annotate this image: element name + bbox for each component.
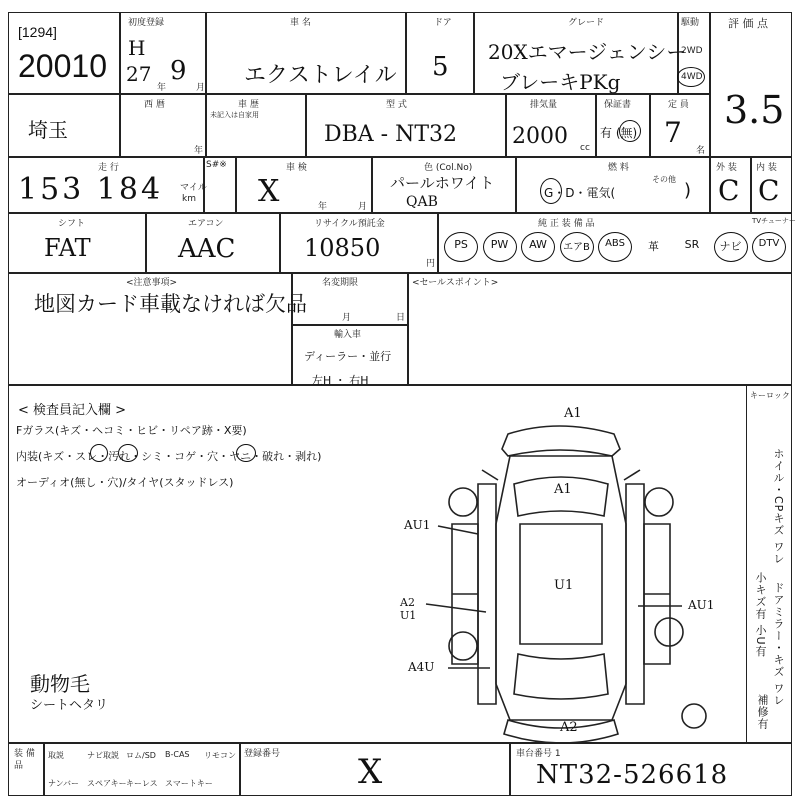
bottom-item: ナビ取説 — [87, 751, 119, 760]
sales-point-label: <セールスポイント> — [412, 278, 499, 288]
equipment-item: PW — [490, 238, 509, 251]
front-bumper-outline — [502, 426, 620, 456]
inspection-label: 車 検 — [286, 163, 307, 173]
persons-unit: 名 — [696, 146, 706, 156]
bottom-item: リモコン — [204, 751, 236, 760]
grade-line2: ブレーキPKg — [500, 70, 621, 94]
side-note-wheel: ホイル・CPキズ ワレ — [772, 448, 785, 565]
damage-rear-bumper: A2 — [560, 720, 578, 735]
right-mirror — [624, 470, 640, 480]
bottom-item: キーレス — [126, 779, 158, 788]
equipment-circle — [521, 232, 555, 262]
doors-label: ドア — [434, 18, 452, 28]
doors-value: 5 — [432, 52, 449, 82]
aircon-label: エアコン — [188, 219, 224, 229]
exterior-value: C — [718, 174, 740, 207]
frame-number-label: 車台番号 1 — [516, 749, 561, 759]
fuel-close: ) — [684, 180, 692, 201]
import-label: 輸入車 — [334, 330, 362, 340]
bottom-item: ロム/SD — [126, 751, 156, 760]
drive-label: 駆動 — [681, 18, 700, 28]
yen-unit: 円 — [426, 259, 436, 269]
inspection-value: X — [258, 174, 280, 209]
model-value: DBA - NT32 — [324, 122, 458, 147]
bottom-item: ナンバー — [48, 779, 80, 788]
interior-label: 内 装 — [756, 163, 777, 173]
inspector-line-glass: Fガラス(キズ・ヘコミ・ヒビ・リペア跡・X要) — [16, 424, 247, 437]
km-unit: km — [182, 194, 196, 204]
lot-number: [1294] — [18, 24, 57, 40]
keylock-label: キーロック — [750, 391, 790, 400]
damage-left-fender: AU1 — [404, 518, 431, 532]
equipment-item: ABS — [605, 238, 625, 249]
model-label: 型 式 — [386, 100, 407, 110]
handwritten-note-1: 動物毛 — [30, 672, 90, 696]
inspection-month-unit: 月 — [358, 202, 368, 212]
recycle-value: 10850 — [304, 234, 381, 262]
color-code: QAB — [406, 194, 438, 210]
warranty-label: 保証書 — [604, 100, 632, 110]
leader-left-au1 — [438, 526, 478, 534]
era-label: 西 暦 — [144, 100, 165, 110]
fuel-other: その他 — [652, 175, 676, 184]
side-note-mirror: ドアミラー・キズ ワレ — [772, 582, 785, 707]
name-deadline-label: 名変期限 — [322, 278, 359, 288]
equipment-item: AW — [529, 238, 547, 251]
inspector-line-interior: 内装(キズ・スレ・汚れ・シミ・コゲ・穴・ヤニ・破れ・剥れ) — [16, 450, 322, 463]
equipment-item: エアB — [563, 242, 590, 253]
mile-unit: マイル — [180, 183, 207, 193]
notes-text: 地図カード車載なければ欠品 — [34, 292, 307, 316]
deadline-month: 月 — [342, 313, 352, 323]
equipment-item: ナビ — [719, 240, 742, 253]
warranty-value: 有 (無) — [600, 126, 638, 140]
auction-number: 20010 — [18, 48, 107, 84]
prefecture-value: 埼玉 — [28, 118, 68, 142]
notes-label: <注意事項> — [126, 278, 178, 288]
wheel-front-right — [645, 488, 673, 516]
history-label: 車 歴 — [238, 100, 259, 110]
leader-left-a2 — [426, 604, 486, 612]
grade-line1: 20Xエマージェンシー — [488, 40, 687, 64]
side-note-small: 小キズ有 小U有 — [754, 572, 767, 658]
interior-value: C — [758, 174, 780, 207]
frame-number-value: NT32-526618 — [536, 760, 729, 790]
deadline-day: 日 — [396, 313, 406, 323]
bottom-item: 取説 — [48, 751, 64, 760]
wheel-rear-left — [449, 632, 477, 660]
history-note: 未記入は自家用 — [210, 111, 259, 119]
drive-2wd: 2WD — [681, 46, 703, 56]
exterior-label: 外 装 — [716, 163, 737, 173]
handwritten-note-2: シートヘタリ — [30, 698, 109, 713]
color-label: 色 (Col.No) — [424, 163, 473, 173]
era-year-unit: 年 — [194, 146, 204, 156]
grade-label: グレード — [568, 18, 605, 28]
equipment-item: DTV — [758, 238, 780, 249]
car-name-value: エクストレイル — [244, 63, 397, 88]
equipment-circle — [444, 232, 478, 262]
damage-front-bumper: A1 — [564, 406, 582, 421]
bottom-item: スペアキー — [87, 779, 127, 788]
score-label: 評 価 点 — [728, 17, 768, 30]
import-dealer: ディーラー・並行 — [304, 350, 392, 363]
mileage-value: 153 184 — [18, 172, 164, 207]
equipment-circle — [752, 232, 786, 262]
fuel-label: 燃 料 — [608, 163, 629, 173]
equipment-circle — [714, 232, 748, 262]
rear-window-outline — [514, 654, 608, 699]
bottom-item: B-CAS — [165, 750, 190, 759]
equipment-item: 革 — [648, 240, 659, 253]
auction-sheet — [8, 4, 796, 796]
reg-number-label: 登録番号 — [244, 749, 281, 759]
equipment-item: PS — [454, 238, 468, 251]
damage-hood: A1 — [554, 482, 572, 497]
equipment-circle — [598, 232, 632, 262]
color-name: パールホワイト — [390, 174, 495, 192]
equipment-circle — [560, 232, 594, 262]
capacity-label: 定 員 — [668, 100, 689, 110]
drive-4wd: 4WD — [681, 72, 703, 82]
equipment-circle — [483, 232, 517, 262]
right-side-outline — [626, 484, 644, 704]
side-note-repair: 補修有 — [756, 694, 769, 730]
bottom-item: スマートキー — [165, 779, 213, 788]
displacement-label: 排気量 — [530, 100, 558, 110]
car-diagram — [8, 4, 792, 796]
shift-value: FAT — [44, 234, 91, 262]
meter-label: S#※ — [206, 160, 227, 170]
shift-label: シフト — [58, 219, 86, 229]
car-name-label: 車 名 — [290, 18, 311, 28]
wheel-rear-right — [655, 618, 683, 646]
equipment-item: SR — [684, 238, 700, 251]
month-value: 9 — [170, 56, 187, 86]
equipment-label: 純 正 装 備 品 — [538, 219, 595, 229]
import-steering: 左H ・ 右H — [312, 374, 369, 387]
wheel-front-left — [449, 488, 477, 516]
first-reg-label: 初度登録 — [128, 18, 165, 28]
displacement-value: 2000 — [512, 124, 568, 149]
bottom-equipment-label: 装 備 品 — [14, 749, 35, 771]
year-value: 27 — [126, 62, 152, 86]
inspector-label: < 検査員記入欄 > — [18, 403, 127, 418]
capacity-value: 7 — [664, 116, 682, 149]
era-value: H — [128, 36, 146, 60]
year-unit: 年 — [157, 83, 167, 93]
aircon-value: AAC — [178, 234, 236, 264]
cc-unit: cc — [580, 143, 590, 153]
inspection-year-unit: 年 — [318, 202, 328, 212]
fuel-options: G・D・電気( — [544, 186, 616, 200]
damage-left-door: A2 U1 — [400, 596, 417, 622]
left-mirror — [482, 470, 498, 480]
left-side-outline — [478, 484, 496, 704]
mileage-label: 走 行 — [98, 163, 119, 173]
recycle-label: リサイクル預託金 — [314, 219, 385, 229]
damage-roof: U1 — [554, 578, 574, 593]
score-value: 3.5 — [724, 88, 785, 132]
inspector-line-audio: オーディオ(無し・穴)/タイヤ(スタッドレス) — [16, 476, 234, 489]
damage-right-door: AU1 — [688, 598, 715, 612]
spare-wheel — [682, 704, 706, 728]
tv-tuner-label: TVチューナー — [752, 217, 796, 225]
reg-number-value: X — [358, 752, 383, 792]
month-unit: 月 — [196, 83, 206, 93]
damage-left-rear: A4U — [408, 660, 435, 674]
